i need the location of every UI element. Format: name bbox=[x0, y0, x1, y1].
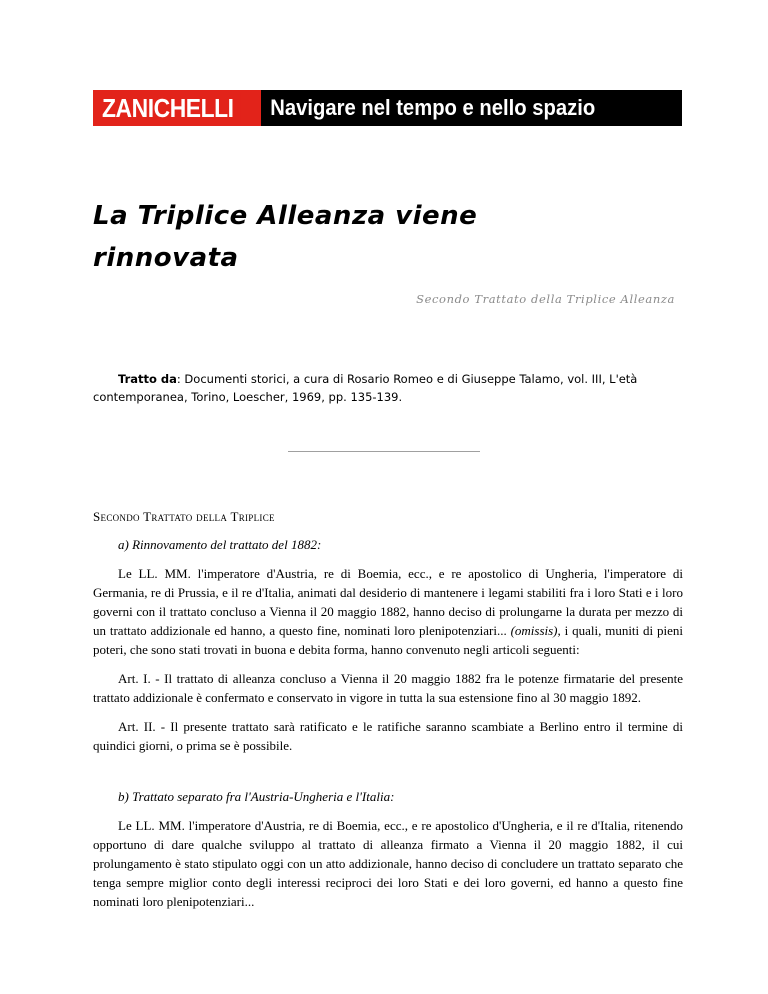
article-1: Art. I. - Il trattato di alleanza concluso a Vienna il 20 maggio 1882 fra le potenze firmatarie del presente trattato addizionale è confermato e conservato in vigore in tutta la sua estensione fino al 30 maggio 1892. bbox=[93, 671, 683, 705]
part-a-heading: a) Rinnovamento del trattato del 1882: bbox=[118, 537, 322, 552]
omissis-text: (omissis), bbox=[510, 623, 561, 638]
zanichelli-logo bbox=[93, 90, 261, 126]
header-banner bbox=[93, 90, 682, 126]
part-a-text-1: Le LL. MM. l'imperatore d'Austria, re di Boemia, ecc., e re apostolico di Ungheria, l'imperatore di Germania, re di Prussia, e il re d'Italia, animati dal desiderio di mantenere i legami stabiliti fra i loro Stati e i loro governi con il trattato concluso a Vienna il 20 maggio 1882, hanno deciso di prolungarne la durata per mezzo di un trattato addizionale ed hanno, a questo fine, nominati loro plenipotenziari... bbox=[93, 566, 683, 638]
part-b-paragraph: Le LL. MM. l'imperatore d'Austria, re di Boemia, ecc., e re apostolico d'Ungheria, e il re d'Italia, ritenendo opportuno di dare qualche sviluppo al trattato di alleanza firmato a Vienna il 20 maggio 1882, il cui prolungamento è stato stipulato oggi con un atto addizionale, hanno deciso di concludere un trattato separato che tenga sempre miglior conto degli interessi reciproci dei loro Stati e dei loro governi, ed hanno a questo fine nominati loro plenipotenziari... bbox=[93, 818, 683, 909]
part-a-paragraph bbox=[93, 564, 683, 659]
section-title: Secondo Trattato della Triplice bbox=[93, 509, 275, 524]
page-title: La Triplice Alleanza viene rinnovata bbox=[93, 201, 478, 273]
article-2: Art. II. - Il presente trattato sarà ratificato e le ratifiche saranno scambiate a Berlino entro il termine di quindici giorni, o prima se è possibile. bbox=[93, 719, 683, 753]
header-tagline: Navigare nel tempo e nello spazio bbox=[270, 95, 596, 120]
source-citation bbox=[93, 370, 683, 406]
logo-text: ZANICHELLI bbox=[93, 93, 241, 124]
document-body bbox=[93, 507, 683, 921]
part-b-heading: b) Trattato separato fra l'Austria-Ungheria e l'Italia: bbox=[118, 789, 395, 804]
spacer bbox=[93, 765, 683, 787]
page-subtitle: Secondo Trattato della Triplice Alleanza bbox=[416, 292, 675, 306]
source-text: : Documenti storici, a cura di Rosario Romeo e di Giuseppe Talamo, vol. III, L'età contemporanea, Torino, Loescher, 1969, pp. 135-139. bbox=[93, 372, 638, 404]
divider bbox=[288, 451, 480, 452]
source-label: Tratto da bbox=[118, 372, 177, 386]
part-a-text-2: i quali, muniti di pieni poteri, che sono stati trovati in buona e debita forma, hanno convenuto negli articoli seguenti: bbox=[93, 623, 683, 657]
